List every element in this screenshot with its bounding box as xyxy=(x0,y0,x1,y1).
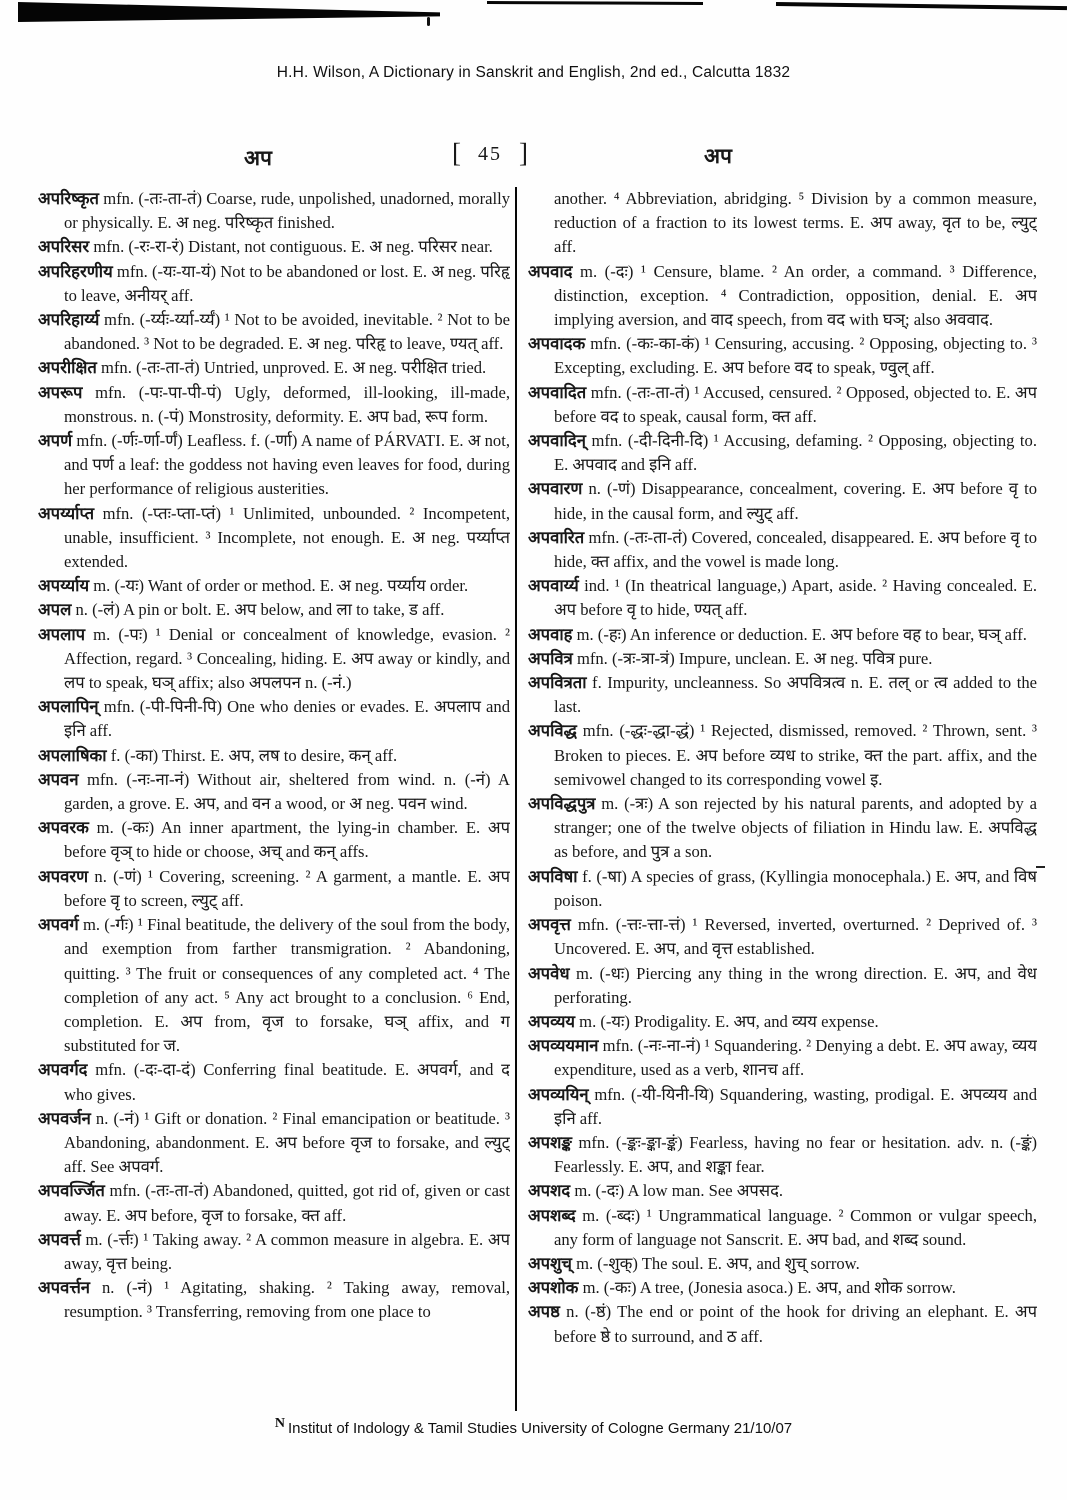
header-catchword-right: अप xyxy=(704,144,732,168)
entry-headword: अपरिहार्य्य xyxy=(38,310,100,330)
dictionary-entry xyxy=(528,381,1037,429)
dictionary-entry xyxy=(528,792,1037,865)
column-divider-rule xyxy=(515,187,517,1411)
entry-headword: अपवरण xyxy=(38,866,89,886)
entry-headword: अपशब्द xyxy=(528,1205,576,1225)
entry-text: m. (-यः) Want of order or method. E. अ neg. पर्य्याय order. xyxy=(89,576,469,596)
entry-text: n. (-लं) A pin or bolt. E. अप below, and ला to take, ड aff. xyxy=(71,600,445,620)
entry-text: mfn. (-तः-ता-तं) Coarse, rude, unpolished, unadorned, morally or physically. E. अ neg. परिष्कृत finished. xyxy=(64,189,510,233)
entry-headword: अपवर्जन xyxy=(38,1108,91,1128)
dictionary-entry xyxy=(38,1179,510,1227)
entry-text: mfn. (-पः-पा-पी-पं) Ugly, deformed, ill-looking, ill-made, monstrous. n. (-पं) Monstrosity, deformity. E. अप bad, रूप form. xyxy=(64,382,510,426)
entry-text: f. (-का) Thirst. E. अप, लष to desire, कन् aff. xyxy=(106,745,398,765)
scan-artifact-tick xyxy=(427,17,430,26)
entry-headword: अपव्ययमान xyxy=(528,1036,599,1056)
dictionary-entry xyxy=(38,1107,510,1180)
dictionary-entry xyxy=(38,381,510,429)
entry-headword: अपवार्य्य xyxy=(528,576,579,596)
footer-mark: N xyxy=(274,1416,285,1431)
entry-text: mfn. (-नः-ना-नं) ¹ Squandering. ² Denying a debt. E. अप away, व्यय expenditure, used as a verb, शानच aff. xyxy=(554,1036,1037,1080)
entry-headword: अपर्ण xyxy=(38,431,73,451)
entry-headword: अपविद्ध xyxy=(528,721,577,741)
dictionary-entry xyxy=(528,623,1037,647)
dictionary-entry xyxy=(38,1276,510,1324)
entry-headword: अपवर्गद xyxy=(38,1060,88,1080)
entry-text: mfn. (-तः-ता-तं) ¹ Accused, censured. ² Opposed, objected to. E. अप before वद to speak, causal form, क्त aff. xyxy=(554,382,1037,426)
entry-headword: अपवृत्त xyxy=(528,915,571,935)
entry-text: mfn. (-ङ्कः-ङ्का-ङ्कं) Fearless, having no fear or hesitation. adv. n. (-ङ्कं) Fearlessly. E. अप, and शङ्का fear. xyxy=(554,1132,1037,1177)
entry-text: mfn. (-र्णः-र्णा-र्णं) Leafless. f. (-र्णा) A name of PÁRVATI. E. अ not, and पर्ण a leaf: the goddess not having even leaves for food, during her performance of religious austerities. xyxy=(64,431,510,499)
entry-headword: अपरिष्कृत xyxy=(38,189,99,208)
entry-headword: अपवाह xyxy=(528,624,573,644)
entry-text: mfn. (-द्धः-द्धा-द्धं) ¹ Rejected, dismissed, removed. ² Thrown, sent. ³ Broken to pieces. E. अप before व्यध to strike, क्त the part. affix, and the semivowel changed to its corresponding vowel इ. xyxy=(554,721,1037,789)
entry-headword: अपर्य्याय xyxy=(38,576,90,596)
entry-headword: अपवारित xyxy=(528,527,585,547)
dictionary-entry xyxy=(528,719,1037,792)
dictionary-entry xyxy=(528,1252,1037,1276)
entry-headword: अपर्य्याप्त xyxy=(38,503,95,523)
page-number-bracket-close: ] xyxy=(519,138,528,168)
dictionary-entry xyxy=(528,1204,1037,1252)
dictionary-entry xyxy=(528,1083,1037,1131)
entry-headword: अपलाषिका xyxy=(38,745,107,765)
entry-text: n. (-ष्ठं) The end or point of the hook for driving an elephant. E. अप before ष्ठे to surround, and ठ aff. xyxy=(554,1302,1037,1346)
entry-headword: अपवरक xyxy=(38,818,89,838)
scan-artifact-top-left xyxy=(18,2,440,22)
dictionary-entry xyxy=(38,865,510,913)
entry-text: m. (-र्त्तः) ¹ Taking away. ² A common measure in algebra. E. अप away, वृत्त being. xyxy=(64,1229,510,1273)
page-number-bracket-open: [ xyxy=(452,138,461,168)
entry-text: m. (-धः) Piercing any thing in the wrong direction. E. अप, and वेध perforating. xyxy=(554,963,1037,1007)
entry-headword: अपलाप xyxy=(38,624,86,644)
dictionary-entry xyxy=(38,308,510,356)
dictionary-entry xyxy=(38,260,510,308)
entry-headword: अपशद xyxy=(528,1181,571,1201)
scan-artifact-top-right-line xyxy=(776,2,1067,10)
scan-artifact-top-line xyxy=(487,1,703,5)
footer xyxy=(0,1416,1067,1437)
entry-headword: अपशुच् xyxy=(528,1253,572,1273)
dictionary-entry xyxy=(528,1300,1037,1348)
entry-headword: अपव्ययिन् xyxy=(528,1084,589,1104)
entry-headword: अपवर्त्तन xyxy=(38,1278,91,1298)
entry-headword: अपवादिन् xyxy=(528,431,586,451)
entry-headword: अपशङ्क xyxy=(528,1132,572,1152)
dictionary-entry xyxy=(38,574,510,598)
entry-text: mfn. (-त्रः-त्रा-त्रं) Impure, unclean. E. अ neg. पवित्र pure. xyxy=(572,648,933,668)
entry-text: mfn. (-कः-का-कं) ¹ Censuring, accusing. ² Opposing, objecting to. ³ Excepting, excluding. E. अप before वद to speak, ण्वुल् aff. xyxy=(554,334,1037,378)
scan-artifact-margin-dash xyxy=(1036,866,1045,868)
entry-text: ind. ¹ (In theatrical language,) Apart, aside. ² Having concealed. E. अप before वृ to hide, ण्यत् aff. xyxy=(554,576,1037,620)
dictionary-entry xyxy=(528,962,1037,1010)
entry-text: another. ⁴ Abbreviation, abridging. ⁵ Division by a common measure, reduction of a fraction to its lowest terms. E. अप away, वृत to be, ल्युट् aff. xyxy=(554,189,1037,257)
entry-text: mfn. (-यः-या-यं) Not to be abandoned or lost. E. अ neg. परिहृ to leave, अनीयर् aff. xyxy=(64,261,510,305)
dictionary-entry xyxy=(38,1228,510,1276)
entry-headword: अपवेध xyxy=(528,963,570,983)
entry-text: mfn. (-तः-ता-तं) Covered, concealed, disappeared. E. अप before वृ to hide, क्त affix, and the vowel is made long. xyxy=(554,527,1037,572)
entry-headword: अपशोक xyxy=(528,1278,579,1298)
entry-headword: अपष्ठ xyxy=(528,1302,560,1322)
entry-text: mfn. (-यी-यिनी-यि) Squandering, wasting, prodigal. E. अपव्यय and इनि aff. xyxy=(554,1084,1037,1128)
dictionary-entry xyxy=(528,1179,1037,1203)
entry-text: mfn. (-नः-ना-नं) Without air, sheltered from wind. n. (-नं) A garden, a grove. E. अप, and वन a wood, or अ neg. पवन wind. xyxy=(64,769,510,814)
text-columns xyxy=(38,187,1037,1411)
entry-text: mfn. (-दी-दिनी-दि) ¹ Accusing, defaming. ² Opposing, objecting to. E. अपवाद and इनि aff. xyxy=(554,431,1037,475)
entry-headword: अपवन xyxy=(38,769,79,789)
dictionary-entry xyxy=(528,332,1037,380)
dictionary-entry xyxy=(528,260,1037,333)
dictionary-entry xyxy=(38,235,510,259)
entry-headword: अपवर्ज्जित xyxy=(38,1181,105,1201)
dictionary-entry xyxy=(38,913,510,1058)
entry-text: mfn. (-प्तः-प्ता-प्तं) ¹ Unlimited, unbounded. ² Incompetent, unable, insufficient. ³ Incomplete, not enough. E. अ neg. पर्य्याप्त extended. xyxy=(64,503,510,572)
page-number-value: 45 xyxy=(478,143,502,165)
entry-text: mfn. (-दः-दा-दं) Conferring final beatitude. E. अपवर्ग, and द who gives. xyxy=(64,1060,510,1104)
entry-text: n. (-णं) ¹ Covering, screening. ² A garment, a mantle. E. अप before वृ to screen, ल्युट् aff. xyxy=(64,866,510,910)
entry-headword: अपवित्रता xyxy=(528,673,587,693)
entry-text: m. (-पः) ¹ Denial or concealment of knowledge, evasion. ² Affection, regard. ³ Concealing, hiding. E. अप away or kindly, and लप to speak, घञ् affix; also अपलपन n. (-नं.) xyxy=(64,624,510,693)
entry-headword: अपरूप xyxy=(38,382,83,402)
entry-text: m. (-कः) An inner apartment, the lying-in chamber. E. अप before वृञ् to hide or choose, अच् and कन् affs. xyxy=(64,818,510,862)
entry-text: m. (-दः) ¹ Censure, blame. ² An order, a command. ³ Difference, distinction, exception. ⁴ Contradiction, opposition, denial. E. अप implying aversion, and वाद speech, from वद with घञ्; also अववाद. xyxy=(554,261,1037,330)
dictionary-entry xyxy=(38,187,510,235)
entry-text: m. (-कः) A tree, (Jonesia asoca.) E. अप, and शोक sorrow. xyxy=(578,1278,956,1298)
entry-headword: अपरिहरणीय xyxy=(38,261,113,281)
dictionary-entry xyxy=(528,1131,1037,1179)
dictionary-entry xyxy=(528,1010,1037,1034)
dictionary-entry xyxy=(38,623,510,696)
entry-headword: अपवादक xyxy=(528,334,586,354)
entry-text: n. (-नं) ¹ Agitating, shaking. ² Taking away, removal, resumption. ³ Transferring, removing from one place to xyxy=(64,1278,510,1322)
dictionary-entry xyxy=(528,865,1037,913)
dictionary-entry xyxy=(38,744,510,768)
entry-text: m. (-हः) An inference or deduction. E. अप before वह to bear, घञ् aff. xyxy=(572,624,1027,644)
entry-text: f. (-षा) A species of grass, (Kyllingia monocephala.) E. अप, and विष poison. xyxy=(554,866,1037,910)
entry-headword: अपवर्ग xyxy=(38,915,79,935)
dictionary-entry xyxy=(38,1058,510,1106)
dictionary-entry xyxy=(528,671,1037,719)
entry-headword: अपव्यय xyxy=(528,1011,576,1031)
entry-text: f. Impurity, uncleanness. So अपवित्रत्व n. E. तल् or त्व added to the last. xyxy=(554,673,1037,717)
entry-headword: अपवित्र xyxy=(528,648,573,668)
dictionary-entry xyxy=(528,574,1037,622)
page-number xyxy=(452,138,528,169)
dictionary-entry xyxy=(38,502,510,575)
dictionary-entry xyxy=(528,526,1037,574)
dictionary-entry xyxy=(38,356,510,380)
dictionary-entry xyxy=(528,647,1037,671)
entry-text: m. (-दः) A low man. See अपसद. xyxy=(570,1181,784,1201)
entry-text: n. (-णं) Disappearance, concealment, covering. E. अप before वृ to hide, in the causal form, and ल्युट् aff. xyxy=(554,479,1037,523)
entry-headword: अपलापिन् xyxy=(38,697,99,717)
dictionary-entry xyxy=(38,429,510,502)
entry-headword: अपवारण xyxy=(528,479,583,499)
dictionary-entry xyxy=(528,913,1037,961)
entry-text: m. (-र्गः) ¹ Final beatitude, the delivery of the soul from the body, and exemption from farther transmigration. ² Abandoning, quitting. ³ The fruit or consequences of any completed act. ⁴ The completion of any act. ⁵ Any act brought to a conclusion. ⁶ End, completion. E. अप from, वृज to forsake, घञ् affix, and ग substituted for ज. xyxy=(64,915,510,1056)
entry-headword: अपरीक्षित xyxy=(38,358,97,378)
entry-text: n. (-नं) ¹ Gift or donation. ² Final emancipation or beatitude. ³ Abandoning, abandonment. E. अप before वृज to forsake, and ल्युट् aff. See अपवर्ग. xyxy=(64,1108,510,1177)
dictionary-entry xyxy=(528,1034,1037,1082)
dictionary-entry xyxy=(528,187,1037,260)
entry-headword: अपरिसर xyxy=(38,237,90,257)
dictionary-entry xyxy=(38,598,510,622)
dictionary-entry xyxy=(38,695,510,743)
entry-text: mfn. (-तः-ता-तं) Abandoned, quitted, got rid of, given or cast away. E. अप before, वृज to forsake, क्त aff. xyxy=(64,1181,510,1225)
entry-text: mfn. (-तः-ता-तं) Untried, unproved. E. अ neg. परीक्षित tried. xyxy=(96,358,487,378)
footer-text: Institut of Indology & Tamil Studies University of Cologne Germany 21/10/07 xyxy=(287,1420,793,1437)
entry-headword: अपविषा xyxy=(528,866,578,886)
entry-headword: अपल xyxy=(38,600,72,620)
dictionary-entry xyxy=(38,816,510,864)
dictionary-entry xyxy=(528,429,1037,477)
dictionary-entry xyxy=(528,1276,1037,1300)
entry-headword: अपविद्धपुत्र xyxy=(528,794,596,814)
running-header xyxy=(0,138,1067,172)
entry-text: mfn. (-त्तः-त्ता-त्तं) ¹ Reversed, inverted, overturned. ² Deprived of. ³ Uncovered. E. अप, and वृत्त established. xyxy=(554,915,1037,959)
entry-text: m. (-शुक्) The soul. E. अप, and शुच् sorrow. xyxy=(571,1253,860,1273)
entry-text: mfn. (-रः-रा-रं) Distant, not contiguous. E. अ neg. परिसर near. xyxy=(89,237,493,257)
right-column xyxy=(528,187,1037,1411)
entry-text: m. (-यः) Prodigality. E. अप, and व्यय expense. xyxy=(575,1011,879,1031)
entry-text: mfn. (-र्य्यः-र्य्या-र्य्यं) ¹ Not to be avoided, inevitable. ² Not to be abandoned. ³ Not to be degraded. E. अ neg. परिहृ to leave, ण्यत् aff. xyxy=(64,310,510,354)
entry-headword: अपवादित xyxy=(528,382,587,402)
entry-headword: अपवर्त्त xyxy=(38,1229,81,1249)
document-title: H.H. Wilson, A Dictionary in Sanskrit and English, 2nd ed., Calcutta 1832 xyxy=(276,64,791,81)
entry-text: m. (-ब्दः) ¹ Ungrammatical language. ² Common or vulgar speech, any form of language not Sanscrit. E. अप bad, and शब्द sound. xyxy=(554,1205,1037,1249)
entry-text: mfn. (-पी-पिनी-पि) One who denies or evades. E. अपलाप and इनि aff. xyxy=(64,697,510,741)
entry-text: m. (-त्रः) A son rejected by his natural parents, and adopted by a stranger; one of the twelve objects of filiation in Hindu law. E. अपविद्ध as before, and पुत्र a son. xyxy=(554,794,1037,862)
header-catchword-left: अप xyxy=(244,146,272,170)
entry-headword: अपवाद xyxy=(528,261,573,281)
left-column xyxy=(38,187,510,1411)
dictionary-entry xyxy=(528,477,1037,525)
dictionary-entry xyxy=(38,768,510,816)
